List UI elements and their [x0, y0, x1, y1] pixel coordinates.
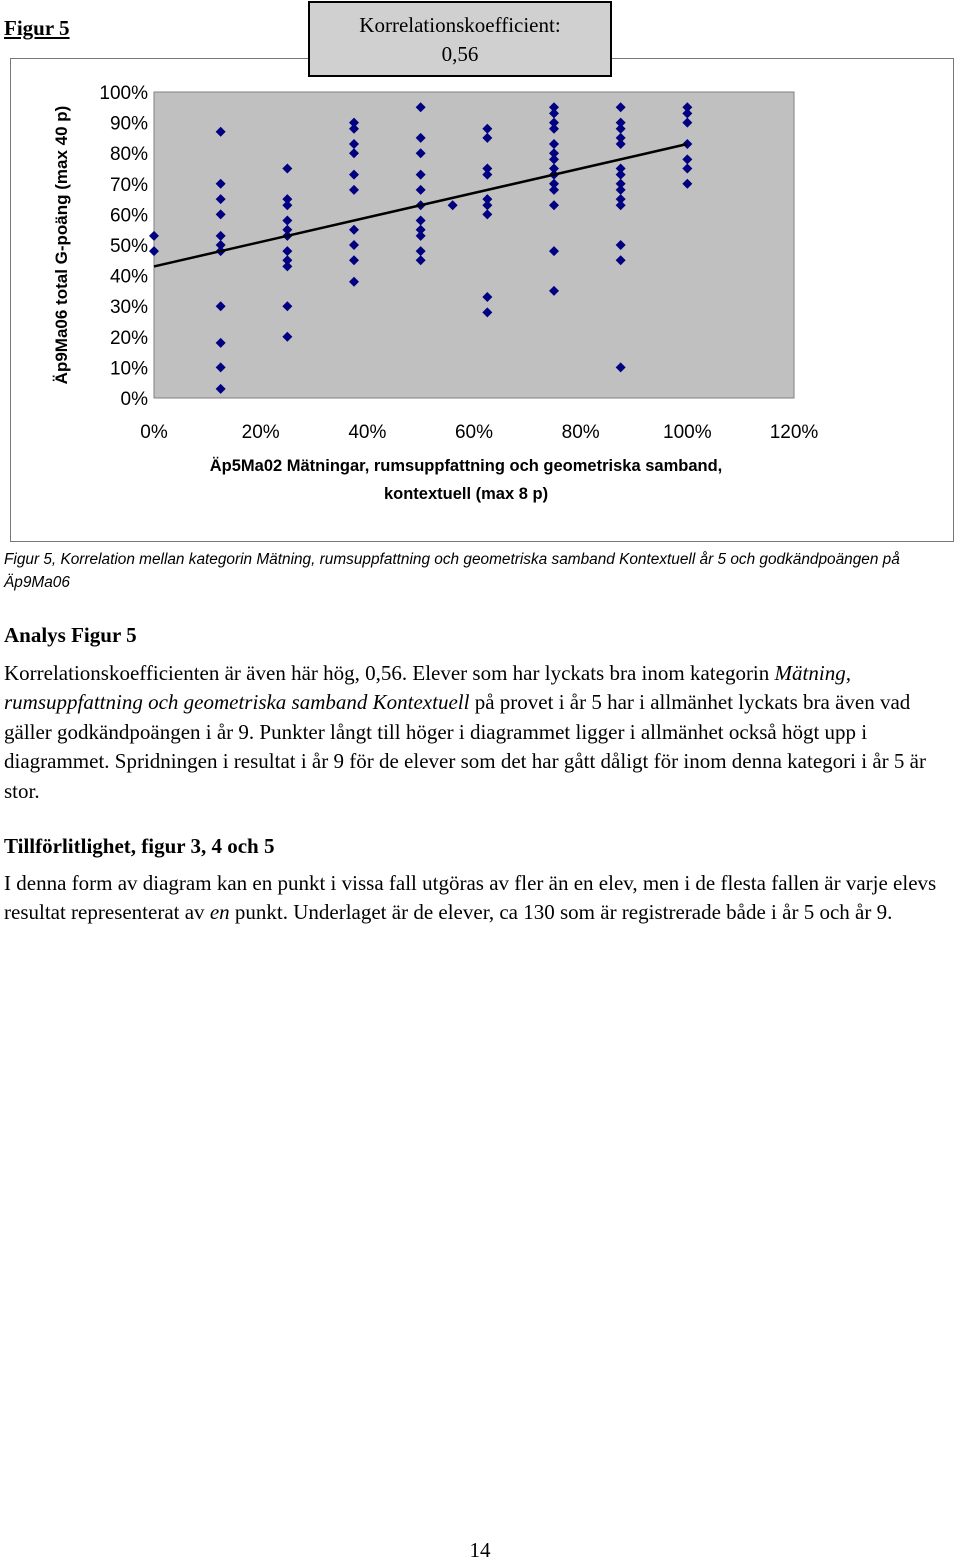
x-tick-label: 0%: [140, 422, 168, 443]
analysis-paragraph: [4, 659, 954, 806]
y-tick-label: 10%: [109, 358, 148, 380]
x-tick-label: 40%: [348, 422, 387, 443]
x-axis: [140, 422, 818, 443]
y-tick-label: 50%: [109, 236, 148, 257]
x-axis-title-line-2: kontextuell (max 8 p): [383, 485, 549, 503]
y-axis-title: Äp9Ma06 total G-poäng (max 40 p): [52, 105, 71, 385]
reliability-text-2: punkt. Underlaget är de elever, ca 130 som är registrerade både i år 5 och år 9.: [229, 900, 893, 925]
analysis-category-name: Mätning, rumsuppfattning och geometriska samband Kontextuell: [4, 661, 851, 715]
correlation-label: Korrelationskoefficient:: [359, 13, 561, 37]
analysis-text-2: på provet i år 5 har i allmänhet lyckats bra även vad gäller godkändpoängen i år 9. Punkter långt till höger i diagrammet ligger i allmänhet också högt upp i diagrammet. Spridningen i resultat i år 9 för de elever som det har gått dåligt för inom denna kategori i år 5 är stor.: [4, 690, 926, 803]
correlation-value: 0,56: [441, 42, 479, 66]
y-tick-label: 0%: [120, 389, 148, 410]
y-axis: [99, 83, 148, 410]
x-tick-label: 100%: [663, 422, 712, 443]
y-tick-label: 70%: [109, 174, 148, 196]
reliability-title: Tillförlitlighet, figur 3, 4 och 5: [4, 834, 275, 858]
y-tick-label: 90%: [109, 113, 148, 135]
y-tick-label: 60%: [109, 205, 148, 227]
x-tick-label: 120%: [769, 422, 819, 443]
x-tick-label: 20%: [241, 422, 280, 443]
reliability-text-1: I denna form av diagram kan en punkt i vissa fall utgöras av fler än en elev, men i de flesta fallen är varje elevs resultat representerat av: [4, 871, 937, 925]
chart-frame: [10, 58, 954, 542]
reliability-emphasis: en: [209, 900, 230, 925]
reliability-paragraph: [4, 869, 954, 928]
figure-caption: Figur 5, Korrelation mellan kategorin Mätning, rumsuppfattning och geometriska samband Kontextuell år 5 och godkändpoängen på Äp9Ma06: [4, 551, 900, 591]
y-tick-label: 100%: [99, 83, 148, 104]
scatter-chart: [11, 59, 955, 543]
y-tick-label: 80%: [109, 144, 148, 166]
analysis-title: Analys Figur 5: [4, 623, 137, 647]
y-tick-label: 40%: [109, 266, 148, 288]
page-number: 14: [469, 1538, 491, 1562]
figure-heading: Figur 5: [4, 16, 70, 40]
analysis-text-1: Korrelationskoefficienten är även här hög, 0,56. Elever som har lyckats bra inom kategorin: [4, 661, 770, 685]
x-tick-label: 60%: [454, 422, 494, 443]
y-tick-label: 20%: [109, 327, 148, 349]
x-axis-title-line-1: Äp5Ma02 Mätningar, rumsuppfattning och geometriska samband,: [209, 457, 723, 475]
y-tick-label: 30%: [109, 297, 148, 319]
x-tick-label: 80%: [561, 422, 600, 443]
correlation-box: [308, 1, 612, 77]
